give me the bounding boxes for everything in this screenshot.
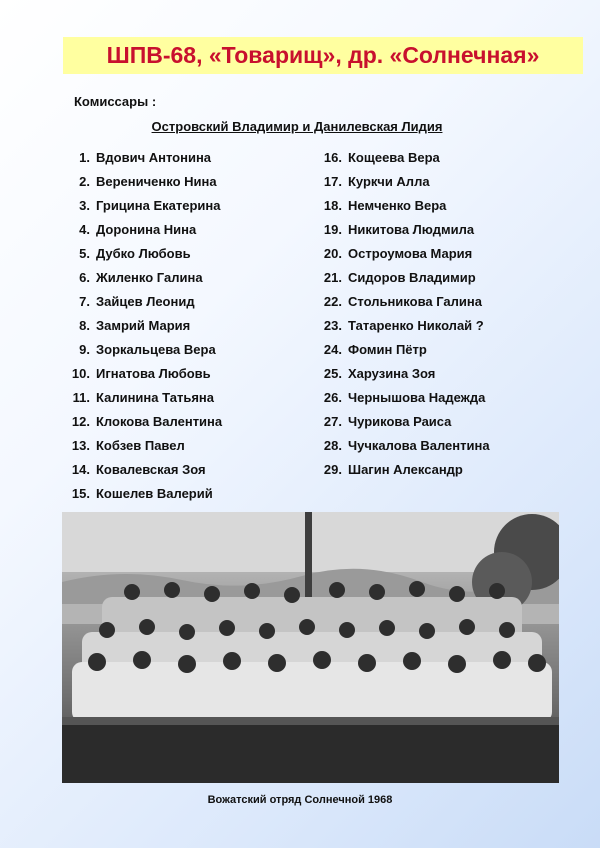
list-item-number: 11.	[72, 390, 90, 405]
list-item-name: Дубко Любовь	[96, 246, 191, 261]
member-list-right	[314, 151, 490, 487]
list-item	[62, 487, 222, 511]
member-list-left	[62, 151, 222, 511]
list-item-number: 2.	[79, 174, 90, 189]
list-item-number: 25.	[323, 366, 342, 381]
list-item-number: 17.	[323, 174, 342, 189]
list-item	[62, 343, 222, 367]
list-item-name: Клокова Валентина	[96, 414, 223, 429]
list-item-number: 9.	[79, 342, 90, 357]
list-item-number: 20.	[323, 246, 342, 261]
list-item	[62, 223, 222, 247]
list-item-name: Грицина Екатерина	[96, 198, 221, 213]
list-item-number: 4.	[79, 222, 90, 237]
list-item-number: 21.	[323, 270, 342, 285]
list-item-number: 1.	[79, 150, 90, 165]
list-item-number: 23.	[323, 318, 342, 333]
list-item-name: Никитова Людмила	[348, 222, 475, 237]
list-item	[62, 175, 222, 199]
list-item	[62, 295, 222, 319]
commissars-label: Комиссары :	[74, 94, 157, 109]
list-item	[314, 343, 490, 367]
list-item-name: Кобзев Павел	[96, 438, 185, 453]
list-item-number: 13.	[71, 438, 90, 453]
list-item-number: 6.	[79, 270, 90, 285]
list-item	[62, 367, 222, 391]
list-item-name: Сидоров Владимир	[348, 270, 476, 285]
list-item	[62, 439, 222, 463]
list-item-name: Шагин Александр	[348, 462, 463, 477]
list-item-name: Зайцев Леонид	[96, 294, 195, 309]
list-item-number: 28.	[323, 438, 342, 453]
list-item	[62, 319, 222, 343]
list-item-name: Замрий Мария	[96, 318, 191, 333]
list-item-name: Чернышова Надежда	[348, 390, 486, 405]
list-item-name: Ковалевская Зоя	[96, 462, 206, 477]
list-item	[314, 391, 490, 415]
group-photo-illustration	[62, 512, 559, 783]
list-item	[314, 247, 490, 271]
list-item-name: Вдович Антонина	[96, 150, 212, 165]
list-item	[62, 463, 222, 487]
list-item	[62, 271, 222, 295]
commissars-names: Островский Владимир и Данилевская Лидия	[151, 119, 443, 134]
list-item	[314, 199, 490, 223]
list-item-name: Харузина Зоя	[348, 366, 436, 381]
list-item	[314, 439, 490, 463]
list-item	[314, 295, 490, 319]
list-item-number: 15.	[71, 486, 90, 501]
list-item-name: Доронина Нина	[96, 222, 197, 237]
title-banner	[63, 37, 583, 74]
list-item-name: Кошелев Валерий	[96, 486, 213, 501]
list-item-name: Фомин Пётр	[348, 342, 427, 357]
list-item	[314, 367, 490, 391]
list-item-name: Чучкалова Валентина	[348, 438, 490, 453]
list-item-number: 8.	[79, 318, 90, 333]
list-item-number: 22.	[323, 294, 342, 309]
list-item-number: 26.	[323, 390, 342, 405]
list-item-name: Зоркальцева Вера	[96, 342, 216, 357]
list-item-name: Игнатова Любовь	[96, 366, 211, 381]
list-item	[314, 319, 490, 343]
list-item-name: Татаренко Николай ?	[348, 318, 484, 333]
list-item-name: Остроумова Мария	[348, 246, 473, 261]
list-item	[314, 415, 490, 439]
list-item-number: 18.	[323, 198, 342, 213]
list-item-number: 14.	[71, 462, 90, 477]
photo-caption: Вожатский отряд Солнечной 1968	[207, 794, 393, 806]
list-item-number: 10.	[71, 366, 90, 381]
list-item-number: 12.	[71, 414, 90, 429]
list-item	[62, 391, 222, 415]
list-item-number: 5.	[79, 246, 90, 261]
list-item-number: 24.	[323, 342, 342, 357]
list-item-number: 3.	[79, 198, 90, 213]
list-item-number: 29.	[323, 462, 342, 477]
list-item-name: Немченко Вера	[348, 198, 447, 213]
list-item	[314, 223, 490, 247]
group-photo	[62, 512, 559, 783]
list-item-name: Чурикова Раиса	[348, 414, 452, 429]
list-item	[314, 175, 490, 199]
list-item-name: Жиленко Галина	[96, 270, 203, 285]
list-item-number: 19.	[323, 222, 342, 237]
list-item	[314, 271, 490, 295]
list-item-name: Калинина Татьяна	[96, 390, 214, 405]
page-title: ШПВ-68, «Товарищ», др. «Солнечная»	[106, 42, 540, 68]
list-item-name: Куркчи Алла	[348, 174, 430, 189]
list-item	[62, 247, 222, 271]
list-item-name: Стольникова Галина	[348, 294, 482, 309]
list-item	[62, 199, 222, 223]
list-item-name: Кощеева Вера	[348, 150, 440, 165]
list-item-number: 27.	[323, 414, 342, 429]
list-item-name: Верениченко Нина	[96, 174, 217, 189]
list-item-number: 7.	[79, 294, 90, 309]
list-item-number: 16.	[323, 150, 342, 165]
list-item	[62, 415, 222, 439]
list-item	[62, 151, 222, 175]
list-item	[314, 151, 490, 175]
list-item	[314, 463, 490, 487]
